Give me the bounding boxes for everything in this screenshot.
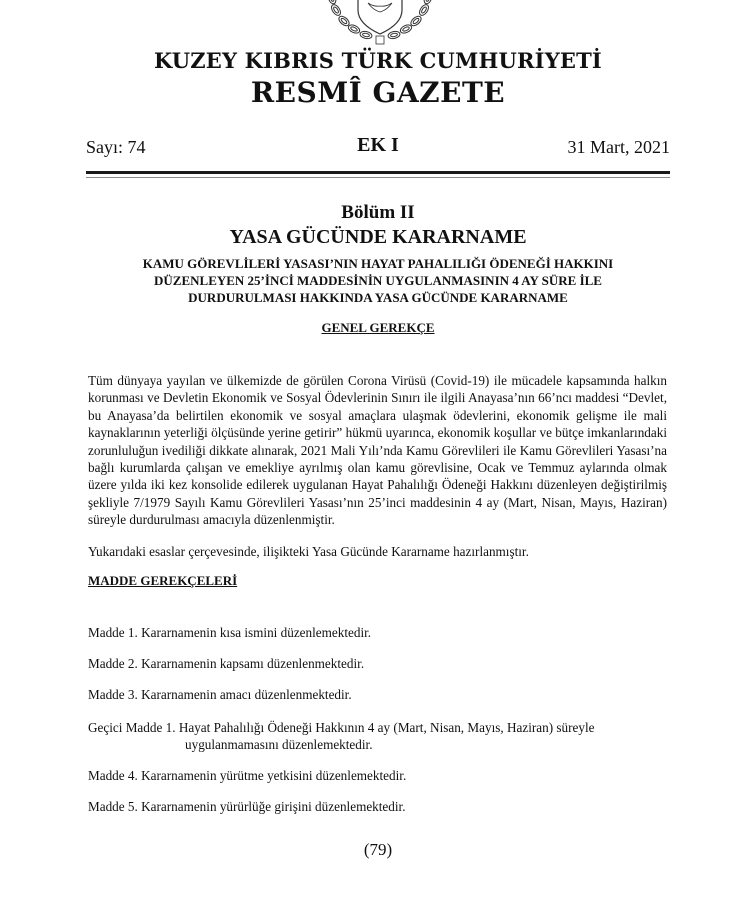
article-rationale-item [88,686,352,703]
article-rationale-item [88,798,406,815]
issue-date: 31 Mart, 2021 [567,137,670,157]
article-text: Kararnamenin kapsamı düzenlenmektedir. [141,656,365,671]
header-divider-thin [86,177,670,178]
article-label: Madde 1. [88,625,138,640]
header-divider-thick [86,171,670,174]
section-type: YASA GÜCÜNDE KARARNAME [229,226,527,248]
issue-meta-row [86,133,670,163]
decree-title-line: KAMU GÖREVLİLERİ YASASI’NIN HAYAT PAHALILIĞI ÖDENEĞİ HAKKINI [142,256,614,271]
article-label: Madde 5. [88,799,138,814]
article-rationale-item [88,767,406,784]
country-name: KUZEY KIBRIS TÜRK CUMHURİYETİ [154,48,602,73]
article-text-continuation: uygulanmamasını düzenlemektedir. [185,737,373,752]
article-rationale-item [88,655,364,672]
decree-title [100,255,656,306]
general-rationale-closing: Yukarıdaki esaslar çerçevesinde, ilişikteki Yasa Gücünde Kararname hazırlanmıştır. [88,544,529,559]
article-label: Madde 2. [88,656,138,671]
decree-title-line: DURDURULMASI HAKKINDA YASA GÜCÜNDE KARARNAME [188,290,568,305]
article-text: Hayat Pahalılığı Ödeneği Hakkının 4 ay (Mart, Nisan, Mayıs, Haziran) süreyle [178,720,595,735]
publication-title: RESMÎ GAZETE [250,76,506,109]
decree-title-line: DÜZENLEYEN 25’İNCİ MADDESİNİN UYGULANMASININ 4 AY SÜRE İLE [154,273,602,288]
article-label: Madde 3. [88,687,138,702]
article-text: Kararnamenin kısa ismini düzenlemektedir. [141,625,372,640]
article-rationales-heading: MADDE GEREKÇELERİ [88,573,238,588]
article-rationale-item [88,624,371,641]
general-rationale-paragraph: Tüm dünyaya yayılan ve ülkemizde de görülen Corona Virüsü (Covid-19) ile mücadele kapsamında halkın korunması ve Devletin Ekonomik ve Sosyal Ödevlerinin Sınırı ile ilgili Anayasa’nın 66’ncı maddesi “Devlet, bu Anayasa’da belirtilen ekonomik ve sosyal amaçlara ulaşmak ödevlerini, ekonomik gelişme ile mali kaynaklarının yeterliği ölçüsünde yerine getirir” hükmü uyarınca, ekonomik koşullar ve bütçe imkanlarındaki zorunluluğun ivediliği dikkate alınarak, 2021 Mali Yılı’nda Kamu Görevlileri ile Kamu Görevlileri Yasası’na bağlı kurumlarda çalışan ve emekliye ayrılmış olan kamu görevlisine, Ocak ve Temmuz aylarında olmak üzere yılda iki kez konsolide edilerek uygulanan Hayat Pahalılığı Ödeneği Hakkını düzenleyen değiştirilmiş şekliyle 7/1979 Sayılı Kamu Görevlileri Yasası’nın 25’inci maddesinin 4 ay (Mart, Nisan, Mayıs, Haziran) süreyle durdurulması amacıyla düzenlenmiştir. [88,373,667,528]
general-rationale-heading: GENEL GEREKÇE [321,320,435,335]
article-text: Kararnamenin amacı düzenlenmektedir. [141,687,352,702]
article-label: Madde 4. [88,768,138,783]
section-part: Bölüm II [341,202,415,223]
annex-label: EK I [357,134,399,156]
article-label: Geçici Madde 1. [88,720,176,735]
article-text: Kararnamenin yürütme yetkisini düzenlemektedir. [141,768,407,783]
coat-of-arms-emblem [318,0,442,46]
issue-number: Sayı: 74 [86,137,146,157]
article-text: Kararnamenin yürürlüğe girişini düzenlemektedir. [141,799,406,814]
article-rationale-item-temporary [88,719,648,753]
page-number: (79) [363,840,393,859]
